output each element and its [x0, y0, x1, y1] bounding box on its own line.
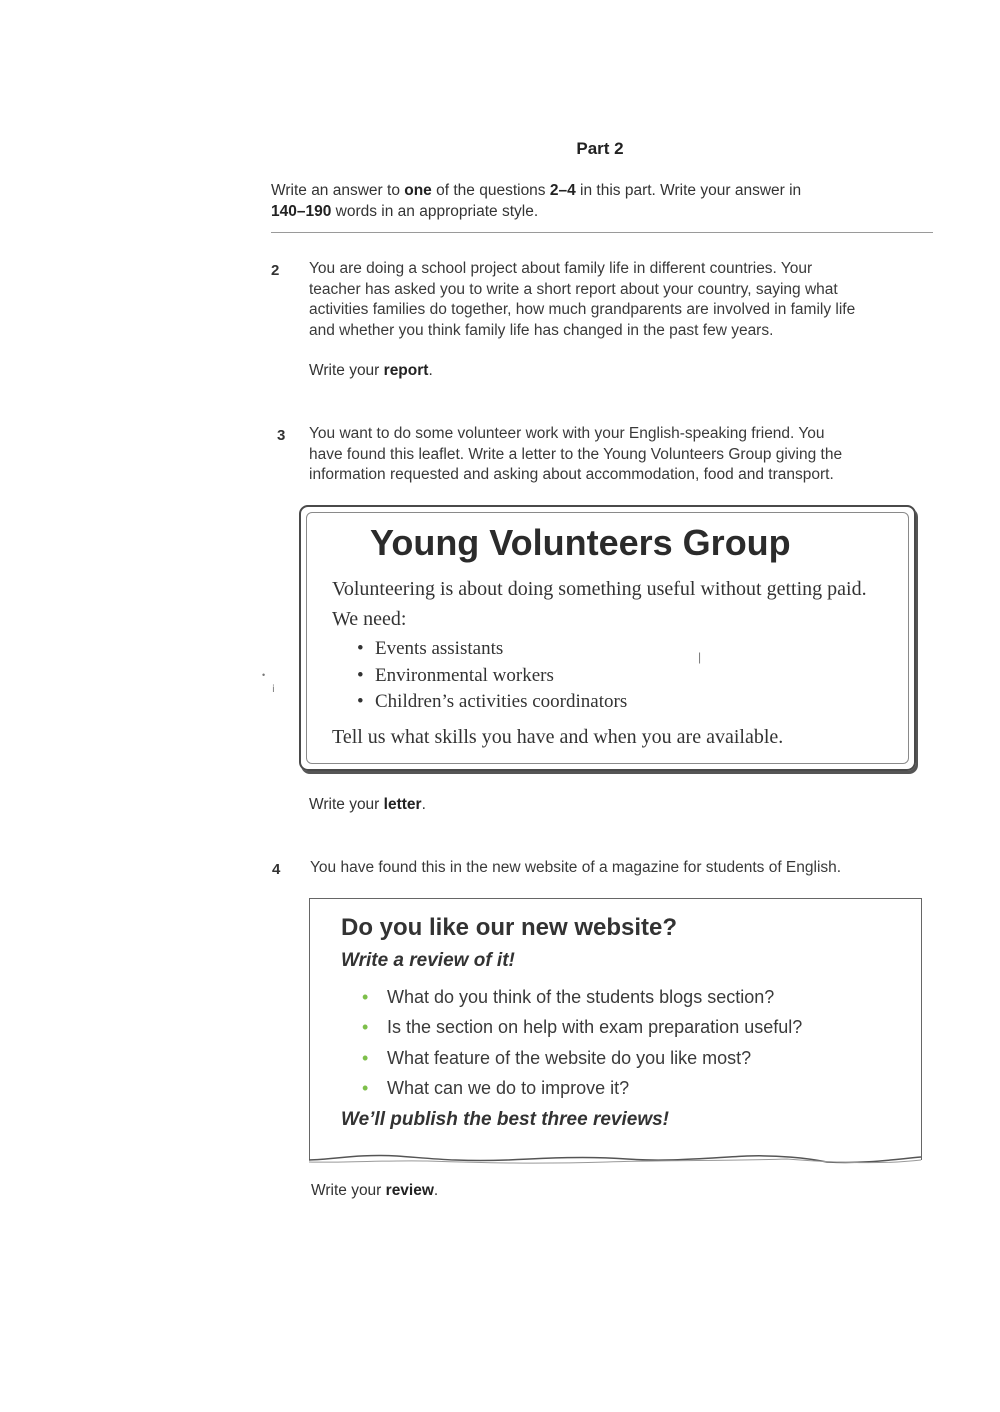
question-2-text: [309, 259, 949, 341]
question-label: What can we do to improve it?: [387, 1077, 630, 1098]
list-item: [362, 1044, 802, 1074]
question-3-number: 3: [277, 427, 286, 444]
role-label: Children’s activities coordinators: [375, 691, 628, 712]
task-type-letter: letter: [383, 796, 422, 813]
website-footer: We’ll publish the best three reviews!: [341, 1109, 670, 1130]
list-item: [362, 1074, 802, 1104]
leaflet-we-need: We need:: [332, 608, 407, 630]
question-label: What feature of the website do you like most?: [387, 1047, 752, 1068]
task-suffix: .: [433, 1182, 439, 1199]
leaflet-description: Volunteering is about doing something useful without getting paid.: [332, 578, 867, 600]
scan-speck: |: [698, 650, 702, 664]
bullet-icon: •: [357, 638, 364, 659]
instructions-bold-wordcount: 140–190: [271, 203, 332, 220]
task-type-report: report: [383, 362, 429, 379]
leaflet-closing: Tell us what skills you have and when you are available.: [332, 726, 784, 748]
question-label: What do you think of the students blogs section?: [387, 987, 775, 1007]
question-3-task: [309, 796, 426, 814]
question-3-line: information requested and asking about accommodation, food and transport.: [309, 466, 834, 483]
task-prefix: Write your: [311, 1182, 386, 1199]
question-2-line: and whether you think family life has changed in the past few years.: [309, 321, 774, 339]
website-subtitle: Write a review of it!: [341, 950, 515, 971]
list-item: [362, 983, 802, 1013]
list-item: [362, 1013, 802, 1043]
question-2-task: [309, 362, 433, 380]
scan-speck: •: [262, 670, 266, 680]
instructions-bold-one: one: [404, 182, 432, 199]
bullet-icon: •: [362, 987, 369, 1007]
bullet-icon: •: [357, 691, 364, 712]
question-4-task: [311, 1182, 438, 1200]
task-suffix: .: [428, 362, 433, 379]
question-2-line: teacher has asked you to write a short report about your country, saying what: [309, 280, 838, 298]
list-item: [357, 689, 627, 716]
instructions-text-3: in this part. Write your answer in: [575, 182, 802, 199]
list-item: [357, 636, 627, 663]
question-4-number: 4: [272, 861, 281, 878]
question-3-text: [309, 424, 929, 486]
instructions: [271, 180, 911, 222]
task-suffix: .: [421, 796, 426, 813]
list-item: [357, 663, 627, 690]
leaflet-title: Young Volunteers Group: [370, 522, 791, 563]
question-2-line: You are doing a school project about family life in different countries. Your: [309, 260, 813, 277]
question-3-line: You want to do some volunteer work with your English-speaking friend. You: [309, 425, 825, 442]
torn-edge: [307, 1148, 927, 1170]
section-divider: [271, 232, 933, 233]
instructions-text-4: words in an appropriate style.: [331, 203, 539, 220]
task-prefix: Write your: [309, 362, 384, 379]
role-label: Events assistants: [375, 638, 504, 659]
question-2-number: 2: [271, 262, 280, 279]
task-prefix: Write your: [309, 796, 384, 813]
question-label: Is the section on help with exam preparation useful?: [387, 1017, 803, 1038]
question-4-text: You have found this in the new website of a magazine for students of English.: [310, 859, 842, 876]
bullet-icon: •: [362, 1017, 369, 1038]
question-2-line: activities families do together, how much grandparents are involved in family life: [309, 301, 856, 318]
instructions-text-2: of the questions: [431, 182, 550, 199]
instructions-bold-range: 2–4: [549, 182, 576, 199]
leaflet-roles-list: [357, 636, 627, 716]
role-label: Environmental workers: [375, 664, 554, 686]
bullet-icon: •: [362, 1077, 369, 1098]
website-questions-list: [362, 983, 802, 1104]
bullet-icon: •: [357, 664, 364, 686]
question-3-line: have found this leaflet. Write a letter to the Young Volunteers Group giving the: [309, 445, 843, 463]
instructions-text-1: Write an answer to: [271, 182, 405, 199]
task-type-review: review: [385, 1182, 434, 1199]
website-title: Do you like our new website?: [341, 914, 678, 941]
scan-speck: ⅰ: [272, 684, 275, 695]
part-title: Part 2: [576, 139, 624, 158]
bullet-icon: •: [362, 1047, 369, 1068]
